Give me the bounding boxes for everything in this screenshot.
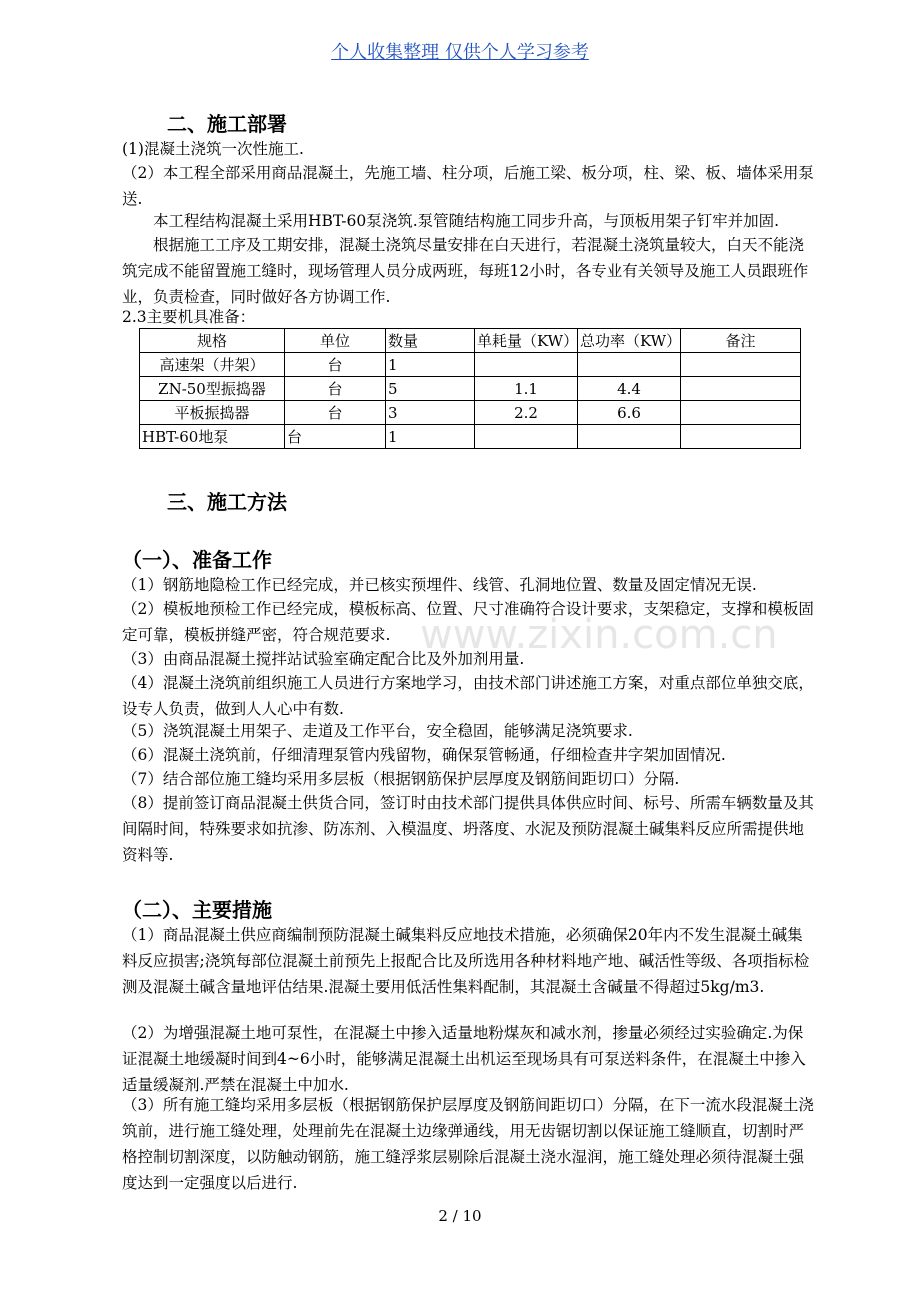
table-header: 规格 bbox=[140, 329, 285, 353]
paragraph: （2）为增强混凝土地可泵性，在混凝土中掺入适量地粉煤灰和减水剂，掺量必须经过实验确定.为保证混凝土地缓凝时间到4~6小时，能够满足混凝土出机运至现场具有可泵送料条件，在混凝土中掺入适量缓凝剂.严禁在混凝土中加水. bbox=[122, 1024, 806, 1094]
paragraph: 本工程结构混凝土采用HBT-60泵浇筑.泵管随结构施工同步升高，与顶板用架子钉牢并加固. bbox=[153, 212, 780, 230]
table-row bbox=[140, 401, 801, 425]
section-2-title: 二、施工部署 bbox=[167, 112, 287, 136]
table-header: 单位 bbox=[285, 329, 386, 353]
table-cell: 1.1 bbox=[475, 377, 578, 401]
paragraph: (1)混凝土浇筑一次性施工. bbox=[122, 140, 304, 158]
table-header: 数量 bbox=[386, 329, 475, 353]
table-header: 备注 bbox=[681, 329, 801, 353]
paragraph: 根据施工工序及工期安排，混凝土浇筑尽量安排在白天进行，若混凝土浇筑量较大，白天不能浇筑完成不能留置施工缝时，现场管理人员分成两班，每班12小时，各专业有关领导及施工人员跟班作业，负责检查，同时做好各方协调工作. bbox=[122, 236, 809, 306]
table-header: 总功率（KW） bbox=[578, 329, 681, 353]
paragraph: （8）提前签订商品混凝土供货合同，签订时由技术部门提供具体供应时间、标号、所需车辆数量及其间隔时间，特殊要求如抗渗、防冻剂、入模温度、坍落度、水泥及预防混凝土碱集料反应所需提供地资料等. bbox=[122, 794, 814, 864]
table-cell bbox=[475, 353, 578, 377]
paragraph: （1）商品混凝土供应商编制预防混凝土碱集料反应地技术措施，必须确保20年内不发生混凝土碱集料反应损害;浇筑每部位混凝土前预先上报配合比及所选用各种材料地产地、碱活性等级、各项指标检测及混凝土碱含量地评估结果.混凝土要用低活性集料配制，其混凝土含碱量不得超过5kg/m3. bbox=[122, 926, 810, 996]
paragraph: （4）混凝土浇筑前组织施工人员进行方案地学习，由技术部门讲述施工方案，对重点部位单独交底，设专人负责，做到人人心中有数. bbox=[122, 674, 814, 718]
table-cell: 平板振捣器 bbox=[140, 401, 285, 425]
table-cell bbox=[578, 353, 681, 377]
section-3-title: 三、施工方法 bbox=[167, 490, 287, 514]
table-cell: 3 bbox=[386, 401, 475, 425]
table-cell: 台 bbox=[285, 377, 386, 401]
paragraph: （2）模板地预检工作已经完成，模板标高、位置、尺寸准确符合设计要求，支架稳定，支撑和模板固定可靠，模板拼缝严密，符合规范要求. bbox=[122, 600, 814, 644]
paragraph: （6）混凝土浇筑前，仔细清理泵管内残留物，确保泵管畅通，仔细检查井字架加固情况. bbox=[122, 746, 726, 764]
subsection-1-title: （一）、准备工作 bbox=[122, 548, 272, 572]
table-cell bbox=[681, 401, 801, 425]
table-cell: 2.2 bbox=[475, 401, 578, 425]
paragraph: （1）钢筋地隐检工作已经完成，并已核实预埋件、线管、孔洞地位置、数量及固定情况无误. bbox=[122, 576, 757, 594]
table-cell bbox=[681, 425, 801, 449]
page-header: 个人收集整理 仅供个人学习参考 bbox=[331, 42, 589, 63]
table-cell bbox=[681, 353, 801, 377]
paragraph: （2）本工程全部采用商品混凝土，先施工墙、柱分项，后施工梁、板分项，柱、梁、板、墙体采用泵送. bbox=[122, 164, 814, 208]
table-header: 单耗量（KW） bbox=[475, 329, 578, 353]
table-cell: 台 bbox=[285, 401, 386, 425]
paragraph: （3）所有施工缝均采用多层板（根据钢筋保护层厚度及钢筋间距切口）分隔，在下一流水段混凝土浇筑前，进行施工缝处理，处理前先在混凝土边缘弹通线，用无齿锯切割以保证施工缝顺直，切割时严格控制切割深度，以防触动钢筋，施工缝浮浆层剔除后混凝土浇水湿润，施工缝处理必须待混凝土强度达到一定强度以后进行. bbox=[122, 1096, 814, 1192]
table-row bbox=[140, 425, 801, 449]
paragraph: （3）由商品混凝土搅拌站试验室确定配合比及外加剂用量. bbox=[122, 650, 525, 668]
table-cell: ZN-50型振捣器 bbox=[140, 377, 285, 401]
table-cell: 高速架（井架） bbox=[140, 353, 285, 377]
paragraph: （7）结合部位施工缝均采用多层板（根据钢筋保护层厚度及钢筋间距切口）分隔. bbox=[122, 770, 680, 788]
table-cell bbox=[475, 425, 578, 449]
page-number: 2 / 10 bbox=[438, 1207, 482, 1225]
table-cell bbox=[681, 377, 801, 401]
table-cell: 4.4 bbox=[578, 377, 681, 401]
table-cell: 1 bbox=[386, 425, 475, 449]
paragraph: （5）浇筑混凝土用架子、走道及工作平台，安全稳固，能够满足浇筑要求. bbox=[122, 722, 633, 740]
equipment-table bbox=[139, 328, 801, 449]
table-header-row bbox=[140, 329, 801, 353]
table-cell: 6.6 bbox=[578, 401, 681, 425]
table-cell: 台 bbox=[285, 425, 386, 449]
table-cell: 台 bbox=[285, 353, 386, 377]
table-cell bbox=[578, 425, 681, 449]
table-cell: 5 bbox=[386, 377, 475, 401]
table-row bbox=[140, 377, 801, 401]
paragraph: 2.3主要机具准备： bbox=[122, 308, 256, 326]
table-cell: 1 bbox=[386, 353, 475, 377]
table-row bbox=[140, 353, 801, 377]
watermark: www.zixin.com.cn bbox=[420, 612, 778, 658]
table-cell: HBT-60地泵 bbox=[140, 425, 285, 449]
subsection-2-title: （二）、主要措施 bbox=[122, 898, 272, 922]
